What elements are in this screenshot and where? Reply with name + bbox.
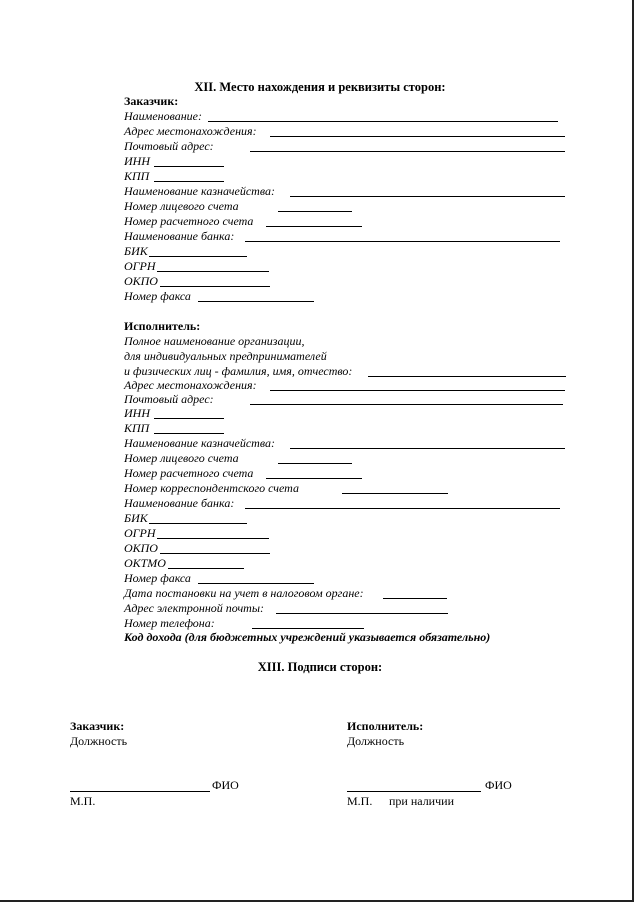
contractor-treasury-label: Наименование казначейства: (124, 436, 275, 450)
sign-customer-heading: Заказчик: (70, 719, 125, 733)
sign-customer-position: Должность (70, 734, 128, 748)
sign-customer-signature-line[interactable] (70, 791, 210, 792)
contractor-income-code: Код дохода (для бюджетных учреждений указывается обязательно) (124, 630, 491, 644)
section-12-title: XII. Место нахождения и реквизиты сторон: (194, 80, 446, 94)
customer-heading: Заказчик: (124, 94, 179, 108)
contractor-address-field[interactable] (270, 390, 565, 391)
customer-kpp-field[interactable] (154, 181, 224, 182)
contractor-okpo-label: ОКПО (124, 541, 158, 555)
contractor-fax-label: Номер факса (124, 571, 191, 585)
customer-fax-field[interactable] (198, 301, 314, 302)
contractor-tax-date-label: Дата постановки на учет в налоговом органе: (124, 586, 364, 600)
section-13-title: XIII. Подписи сторон: (257, 660, 383, 674)
customer-bik-field[interactable] (149, 256, 247, 257)
contractor-postal-label: Почтовый адрес: (124, 392, 214, 406)
customer-name-field[interactable] (208, 121, 558, 122)
customer-okpo-field[interactable] (160, 286, 270, 287)
sign-contractor-fio: ФИО (485, 778, 512, 792)
contractor-postal-field[interactable] (250, 404, 563, 405)
customer-postal-field[interactable] (250, 151, 565, 152)
customer-fax-label: Номер факса (124, 289, 191, 303)
customer-postal-label: Почтовый адрес: (124, 139, 214, 153)
customer-ogrn-field[interactable] (157, 271, 269, 272)
customer-address-field[interactable] (270, 136, 565, 137)
contractor-corr-account-field[interactable] (342, 493, 448, 494)
sign-contractor-stamp-note: при наличии (389, 794, 454, 808)
contractor-phone-field[interactable] (252, 628, 364, 629)
customer-name-label: Наименование: (124, 109, 203, 123)
contractor-phone-label: Номер телефона: (124, 616, 215, 630)
contractor-settlement-account-label: Номер расчетного счета (124, 466, 254, 480)
contractor-heading: Исполнитель: (124, 319, 201, 333)
contractor-bank-field[interactable] (245, 508, 560, 509)
contractor-ogrn-label: ОГРН (124, 526, 156, 540)
customer-treasury-field[interactable] (290, 196, 565, 197)
customer-personal-account-label: Номер лицевого счета (124, 199, 239, 213)
contractor-fullname-line-3: и физических лиц - фамилия, имя, отчество: (124, 364, 353, 378)
contractor-personal-account-label: Номер лицевого счета (124, 451, 239, 465)
sign-contractor-stamp: М.П. (347, 794, 373, 808)
contractor-settlement-account-field[interactable] (266, 478, 362, 479)
contractor-oktmo-field[interactable] (168, 568, 244, 569)
customer-okpo-label: ОКПО (124, 274, 158, 288)
contractor-ogrn-field[interactable] (157, 538, 269, 539)
contractor-fax-field[interactable] (198, 583, 314, 584)
sign-contractor-heading: Исполнитель: (347, 719, 424, 733)
customer-settlement-account-label: Номер расчетного счета (124, 214, 254, 228)
sign-customer-stamp: М.П. (70, 794, 96, 808)
customer-inn-field[interactable] (154, 166, 224, 167)
customer-bank-label: Наименование банка: (124, 229, 235, 243)
sign-customer-fio: ФИО (212, 778, 239, 792)
contractor-kpp-label: КПП (124, 421, 150, 435)
contractor-okpo-field[interactable] (160, 553, 270, 554)
contractor-fullname-line-2: для индивидуальных предпринимателей (124, 349, 327, 363)
contractor-email-label: Адрес электронной почты: (124, 601, 264, 615)
sign-contractor-position: Должность (347, 734, 405, 748)
customer-address-label: Адрес местонахождения: (124, 124, 257, 138)
contractor-corr-account-label: Номер корреспондентского счета (124, 481, 299, 495)
customer-bank-field[interactable] (245, 241, 560, 242)
customer-personal-account-field[interactable] (278, 211, 352, 212)
contractor-fullname-field[interactable] (368, 376, 566, 377)
customer-treasury-label: Наименование казначейства: (124, 184, 275, 198)
contractor-inn-label: ИНН (124, 406, 150, 420)
contractor-bik-field[interactable] (149, 523, 247, 524)
contractor-oktmo-label: ОКТМО (124, 556, 166, 570)
contractor-tax-date-field[interactable] (383, 598, 447, 599)
contractor-kpp-field[interactable] (154, 433, 224, 434)
customer-ogrn-label: ОГРН (124, 259, 156, 273)
contractor-bank-label: Наименование банка: (124, 496, 235, 510)
sign-contractor-signature-line[interactable] (347, 791, 481, 792)
contractor-bik-label: БИК (124, 511, 148, 525)
contractor-treasury-field[interactable] (290, 448, 565, 449)
customer-kpp-label: КПП (124, 169, 150, 183)
contractor-fullname-line-1: Полное наименование организации, (124, 334, 305, 348)
customer-settlement-account-field[interactable] (266, 226, 362, 227)
contractor-inn-field[interactable] (154, 418, 224, 419)
contractor-email-field[interactable] (276, 613, 448, 614)
customer-bik-label: БИК (124, 244, 148, 258)
contractor-personal-account-field[interactable] (278, 463, 352, 464)
contractor-address-label: Адрес местонахождения: (124, 378, 257, 392)
customer-inn-label: ИНН (124, 154, 150, 168)
